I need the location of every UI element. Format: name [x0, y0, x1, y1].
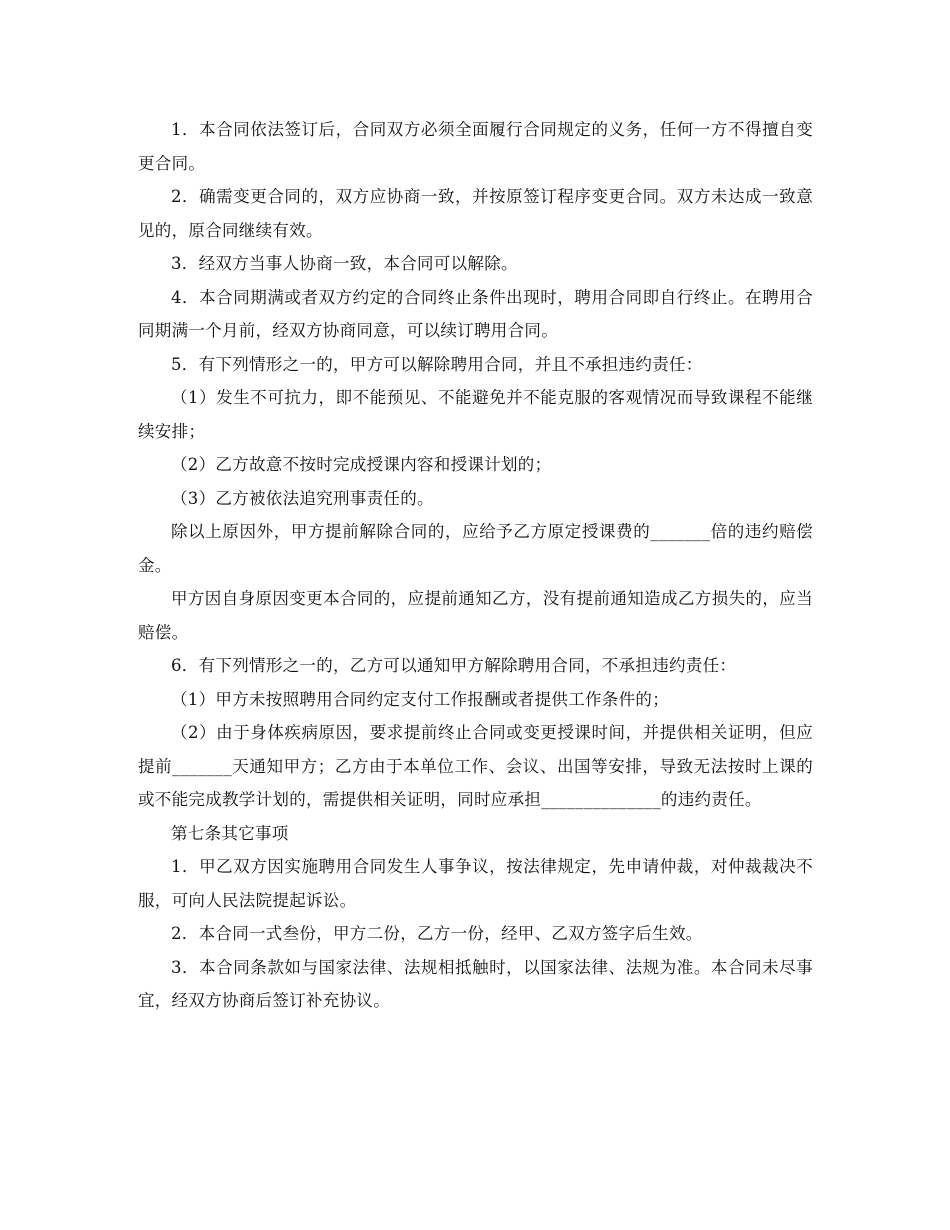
sub-clause-paragraph: （2）乙方故意不按时完成授课内容和授课计划的； [171, 455, 552, 474]
clause-paragraph: 除以上原因外，甲方提前解除合同的，应给予乙方原定授课费的_______倍的违约赔偿金。 [138, 522, 813, 575]
clause-paragraph: 3．本合同条款如与国家法律、法规相抵触时，以国家法律、法规为准。本合同未尽事宜，经双方协商后签订补充协议。 [138, 957, 813, 1010]
clause-paragraph: 2．本合同一式叁份，甲方二份，乙方一份，经甲、乙双方签字后生效。 [171, 924, 703, 943]
clause-paragraph: 2．确需变更合同的，双方应协商一致，并按原签订程序变更合同。双方未达成一致意见的，原合同继续有效。 [138, 187, 813, 240]
document-body [138, 113, 813, 1018]
sub-clause-paragraph: （1）甲方未按照聘用合同约定支付工作报酬或者提供工作条件的； [171, 689, 669, 709]
clause-paragraph: 4．本合同期满或者双方约定的合同终止条件出现时，聘用合同即自行终止。在聘用合同期满一个月前，经双方协商同意，可以续订聘用合同。 [138, 287, 813, 340]
clause-paragraph: 6．有下列情形之一的，乙方可以通知甲方解除聘用合同，不承担违约责任： [171, 656, 737, 675]
clause-paragraph: 5．有下列情形之一的，甲方可以解除聘用合同，并且不承担违约责任： [171, 354, 703, 374]
clause-paragraph: 1．本合同依法签订后，合同双方必须全面履行合同规定的义务，任何一方不得擅自变更合同。 [138, 120, 813, 173]
section-heading: 第七条其它事项 [171, 823, 289, 843]
sub-clause-paragraph: （3）乙方被依法追究刑事责任的。 [171, 488, 434, 508]
clause-paragraph: 1．甲乙双方因实施聘用合同发生人事争议，按法律规定，先申请仲裁，对仲裁裁决不服，可向人民法院提起诉讼。 [138, 857, 813, 910]
clause-paragraph: 甲方因自身原因变更本合同的，应提前通知乙方，没有提前通知造成乙方损失的，应当赔偿。 [138, 589, 813, 642]
sub-clause-paragraph: （2）由于身体疾病原因，要求提前终止合同或变更授课时间，并提供相关证明，但应提前_______天通知甲方；乙方由于本单位工作、会议、出国等安排，导致无法按时上课的或不能完成教学计划的，需提供相关证明，同时应承担______________的违约责任。 [138, 723, 813, 809]
sub-clause-paragraph: （1）发生不可抗力，即不能预见、不能避免并不能克服的客观情况而导致课程不能继续安排； [138, 388, 813, 441]
clause-paragraph: 3．经双方当事人协商一致，本合同可以解除。 [171, 254, 518, 273]
